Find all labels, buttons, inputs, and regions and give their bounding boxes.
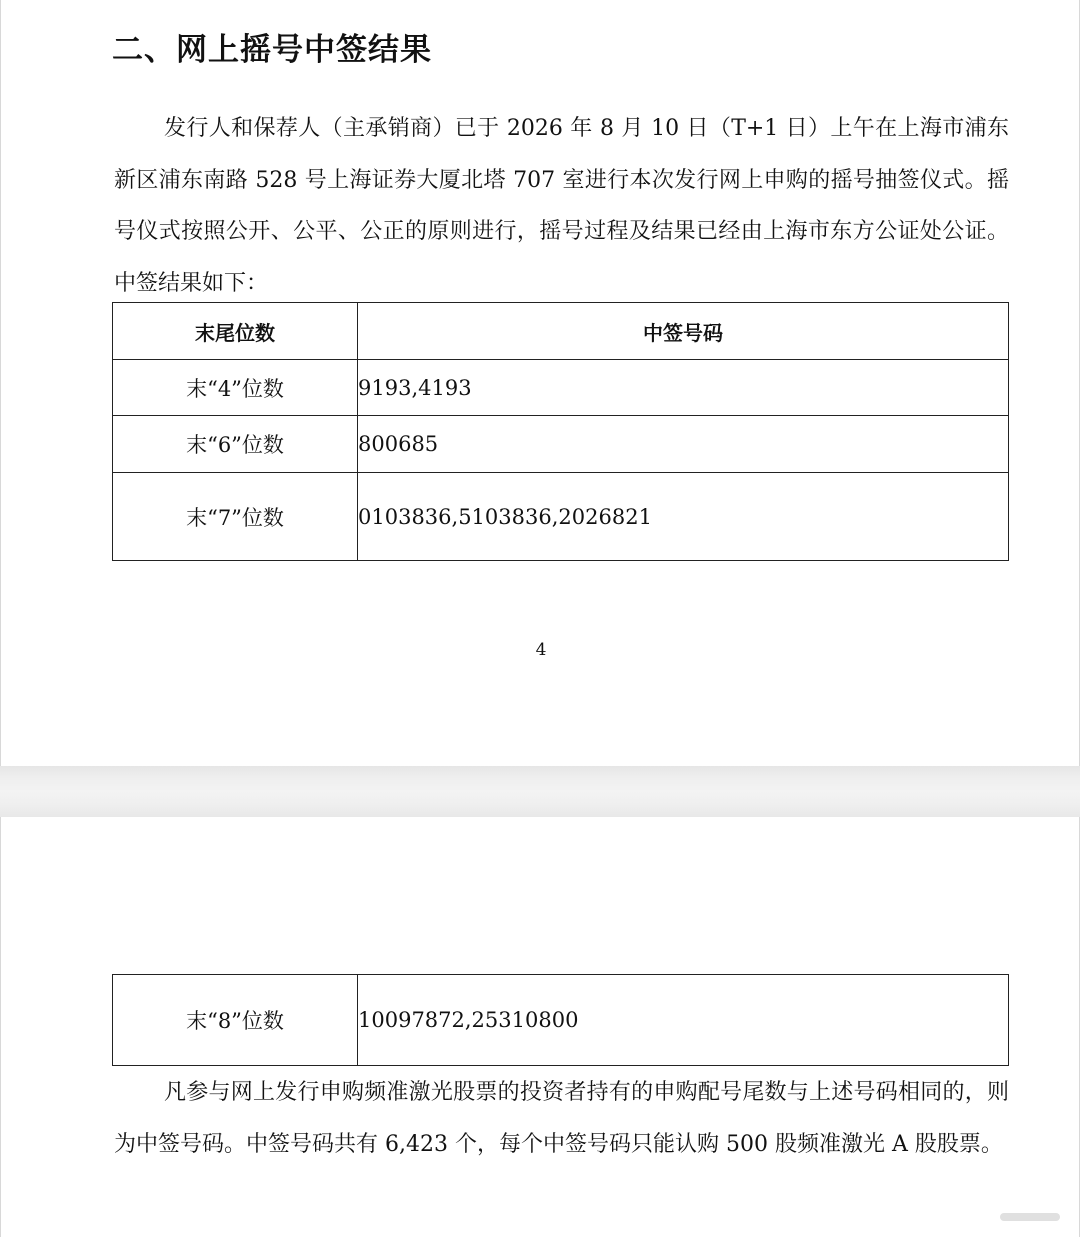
page-separator <box>0 766 1080 817</box>
winning-numbers-cell: 0103836,5103836,2026821 <box>358 473 1009 561</box>
winning-numbers-cell: 800685 <box>358 416 1009 473</box>
scroll-indicator <box>1000 1213 1060 1221</box>
winning-numbers-cell: 10097872,25310800 <box>358 975 1009 1066</box>
section-heading: 二、网上摇号中签结果 <box>112 32 432 68</box>
winning-numbers-cell: 9193,4193 <box>358 360 1009 416</box>
table-header-row <box>113 303 1009 360</box>
table-row <box>113 360 1009 416</box>
winning-rule-paragraph: 凡参与网上发行申购频准激光股票的投资者持有的申购配号尾数与上述号码相同的，则为中签号码。中签号码共有 6,423 个，每个中签号码只能认购 500 股频准激光 A 股股票。 <box>114 1080 1009 1157</box>
table-row <box>113 975 1009 1066</box>
lottery-description-paragraph: 发行人和保荐人（主承销商）已于 2026 年 8 月 10 日（T+1 日）上午在上海市浦东新区浦东南路 528 号上海证券大厦北塔 707 室进行本次发行网上申购的摇号抽签仪式。摇号仪式按照公开、公平、公正的原则进行，摇号过程及结果已经由上海市东方公证处公证。中签结果如下： <box>114 116 1009 296</box>
page-number: 4 <box>535 640 547 660</box>
winning-numbers-table-continued <box>112 974 1009 1066</box>
tail-digits-cell: 末“6”位数 <box>113 416 358 473</box>
tail-digits-cell: 末“7”位数 <box>113 473 358 561</box>
header-tail-digits: 末尾位数 <box>113 303 358 360</box>
header-winning-numbers: 中签号码 <box>358 303 1009 360</box>
table-row <box>113 416 1009 473</box>
winning-numbers-table <box>112 302 1009 561</box>
table-row <box>113 473 1009 561</box>
tail-digits-cell: 末“4”位数 <box>113 360 358 416</box>
document-page-5 <box>0 817 1080 1237</box>
tail-digits-cell: 末“8”位数 <box>113 975 358 1066</box>
